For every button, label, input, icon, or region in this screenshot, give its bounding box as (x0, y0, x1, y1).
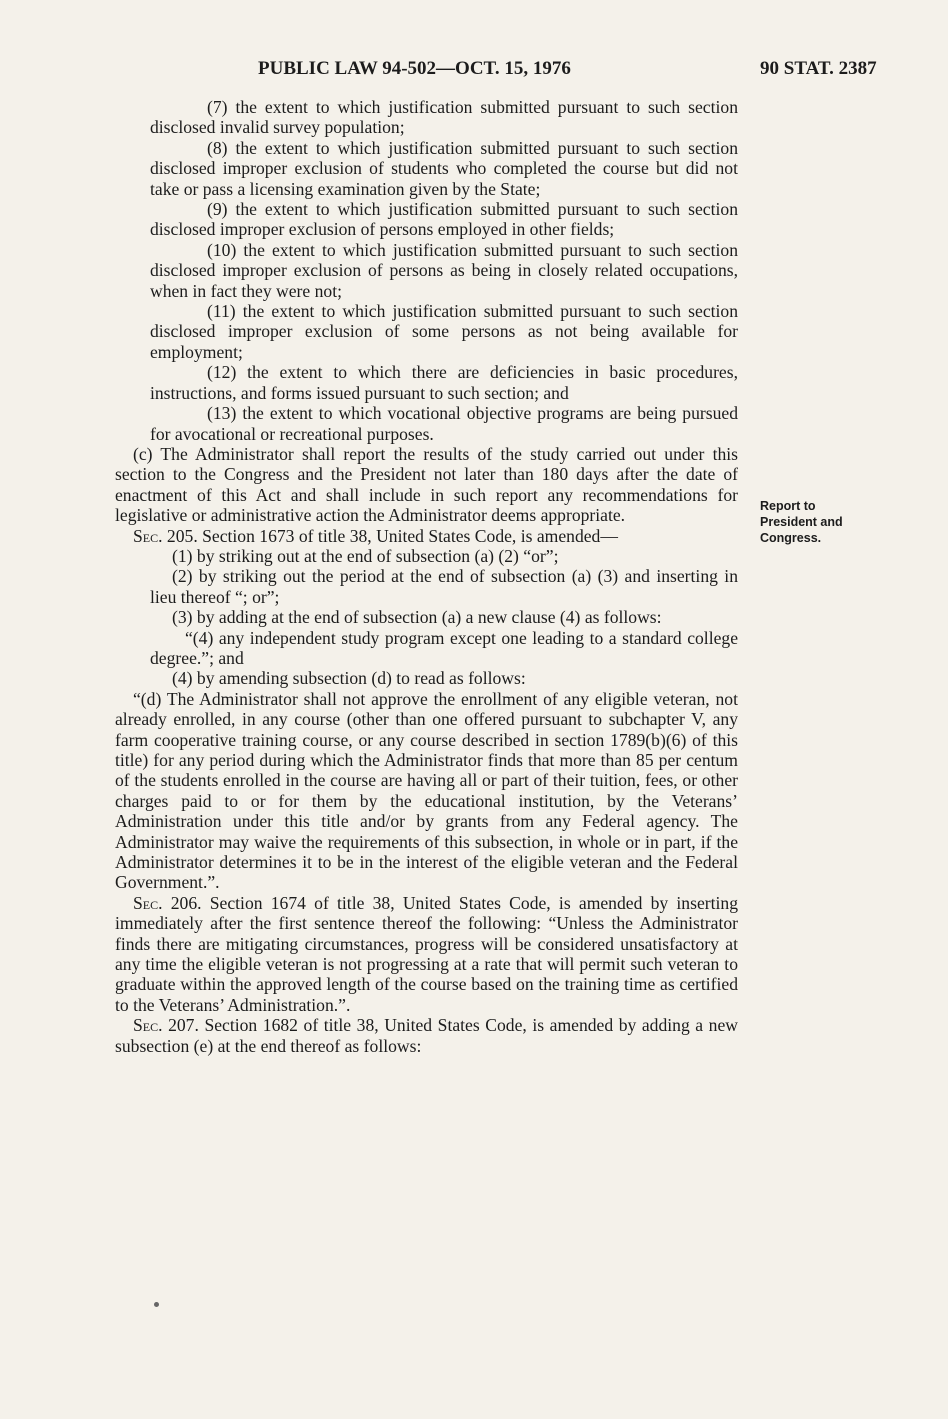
paragraph-text: 207. Section 1682 of title 38, United States Code, is amended by adding a new subsection (e) at the end thereof as follows: (115, 1015, 738, 1056)
paragraph (115, 403, 738, 444)
paragraph (115, 526, 738, 546)
paragraph-text: (3) by adding at the end of subsection (a) a new clause (4) as follows: (172, 607, 662, 628)
paragraph (115, 138, 738, 199)
margin-note (760, 498, 870, 546)
paragraph (115, 546, 738, 566)
paragraph (115, 444, 738, 526)
margin-note-line: Report to (760, 499, 816, 513)
paragraph (115, 362, 738, 403)
paragraph (115, 668, 738, 688)
paragraph (115, 893, 738, 1015)
paragraph (115, 566, 738, 607)
paragraph-text: (4) by amending subsection (d) to read as follows: (172, 668, 526, 689)
section-label: Sec. (133, 892, 163, 913)
running-head-title: PUBLIC LAW 94-502—OCT. 15, 1976 (258, 58, 571, 79)
paragraph-text: “(4) any independent study program except one leading to a standard college degree.”; and (150, 627, 738, 668)
paragraph-text: (8) the extent to which justification submitted pursuant to such section disclosed improper exclusion of students who completed the course but did not take or pass a licensing examination given by the State; (150, 137, 738, 199)
paragraph-text: (c) The Administrator shall report the results of the study carried out under this section to the Congress and the President not later than 180 days after the date of enactment of this Act and shall include in such report any recommendations for legislative or administrative action the Administrator deems appropriate. (115, 443, 738, 526)
paragraph-text: (9) the extent to which justification submitted pursuant to such section disclosed improper exclusion of persons employed in other fields; (150, 199, 738, 240)
page-mark (154, 1302, 159, 1307)
paragraph-text: (11) the extent to which justification submitted pursuant to such section disclosed improper exclusion of some persons as not being available for employment; (150, 301, 738, 362)
paragraph (115, 628, 738, 669)
paragraph (115, 1015, 738, 1056)
section-label: Sec. (133, 525, 163, 546)
paragraph (115, 240, 738, 301)
paragraph (115, 301, 738, 362)
section-label: Sec. (133, 1015, 163, 1036)
running-head-stat: 90 STAT. 2387 (760, 58, 877, 79)
running-head (0, 58, 948, 84)
paragraph (115, 97, 738, 138)
paragraph-text: (12) the extent to which there are deficiencies in basic procedures, instructions, and forms issued pursuant to such section; and (150, 362, 738, 403)
paragraph (115, 199, 738, 240)
body-text (115, 97, 738, 1056)
paragraph-text: 206. Section 1674 of title 38, United States Code, is amended by inserting immediately after the first sentence thereof the following: “Unless the Administrator finds there are mitigating circumstances, progress will be considered unsatisfactory at any time the eligible veteran is not progressing at a rate that will permit such veteran to graduate within the approved length of the course based on the training time as certified to the Veterans’ Administration.”. (115, 892, 738, 1015)
paragraph-text: (2) by striking out the period at the end of subsection (a) (3) and inserting in lieu thereof “; or”; (150, 566, 738, 607)
paragraph-text: “(d) The Administrator shall not approve the enrollment of any eligible veteran, not already enrolled, in any course (other than one offered pursuant to subchapter V, any farm cooperative training course, or any course described in section 1789(b)(6) of this title) for any period during which the Administrator finds that more than 85 per centum of the students enrolled in the course are having all or part of their tuition, fees, or other charges paid to or for them by the educational institution, by the Veterans’ Administration under this title and/or by grants from any Federal agency. The Administrator may waive the requirements of this subsection, in whole or in part, if the Administrator determines it to be in the interest of the eligible veteran and the Federal Government.”. (115, 688, 738, 893)
margin-note-line: Congress. (760, 531, 822, 545)
paragraph-text: (7) the extent to which justification submitted pursuant to such section disclosed invalid survey population; (150, 97, 738, 138)
paragraph-text: (13) the extent to which vocational objective programs are being pursued for avocational or recreational purposes. (150, 403, 738, 444)
paragraph (115, 689, 738, 893)
paragraph-text: 205. Section 1673 of title 38, United States Code, is amended— (162, 525, 618, 546)
paragraph-text: (1) by striking out at the end of subsection (a) (2) “or”; (172, 545, 559, 566)
margin-note-line: President and (760, 515, 843, 529)
paragraph (115, 607, 738, 627)
paragraph-text: (10) the extent to which justification submitted pursuant to such section disclosed improper exclusion of persons as being in closely related occupations, when in fact they were not; (150, 239, 738, 301)
